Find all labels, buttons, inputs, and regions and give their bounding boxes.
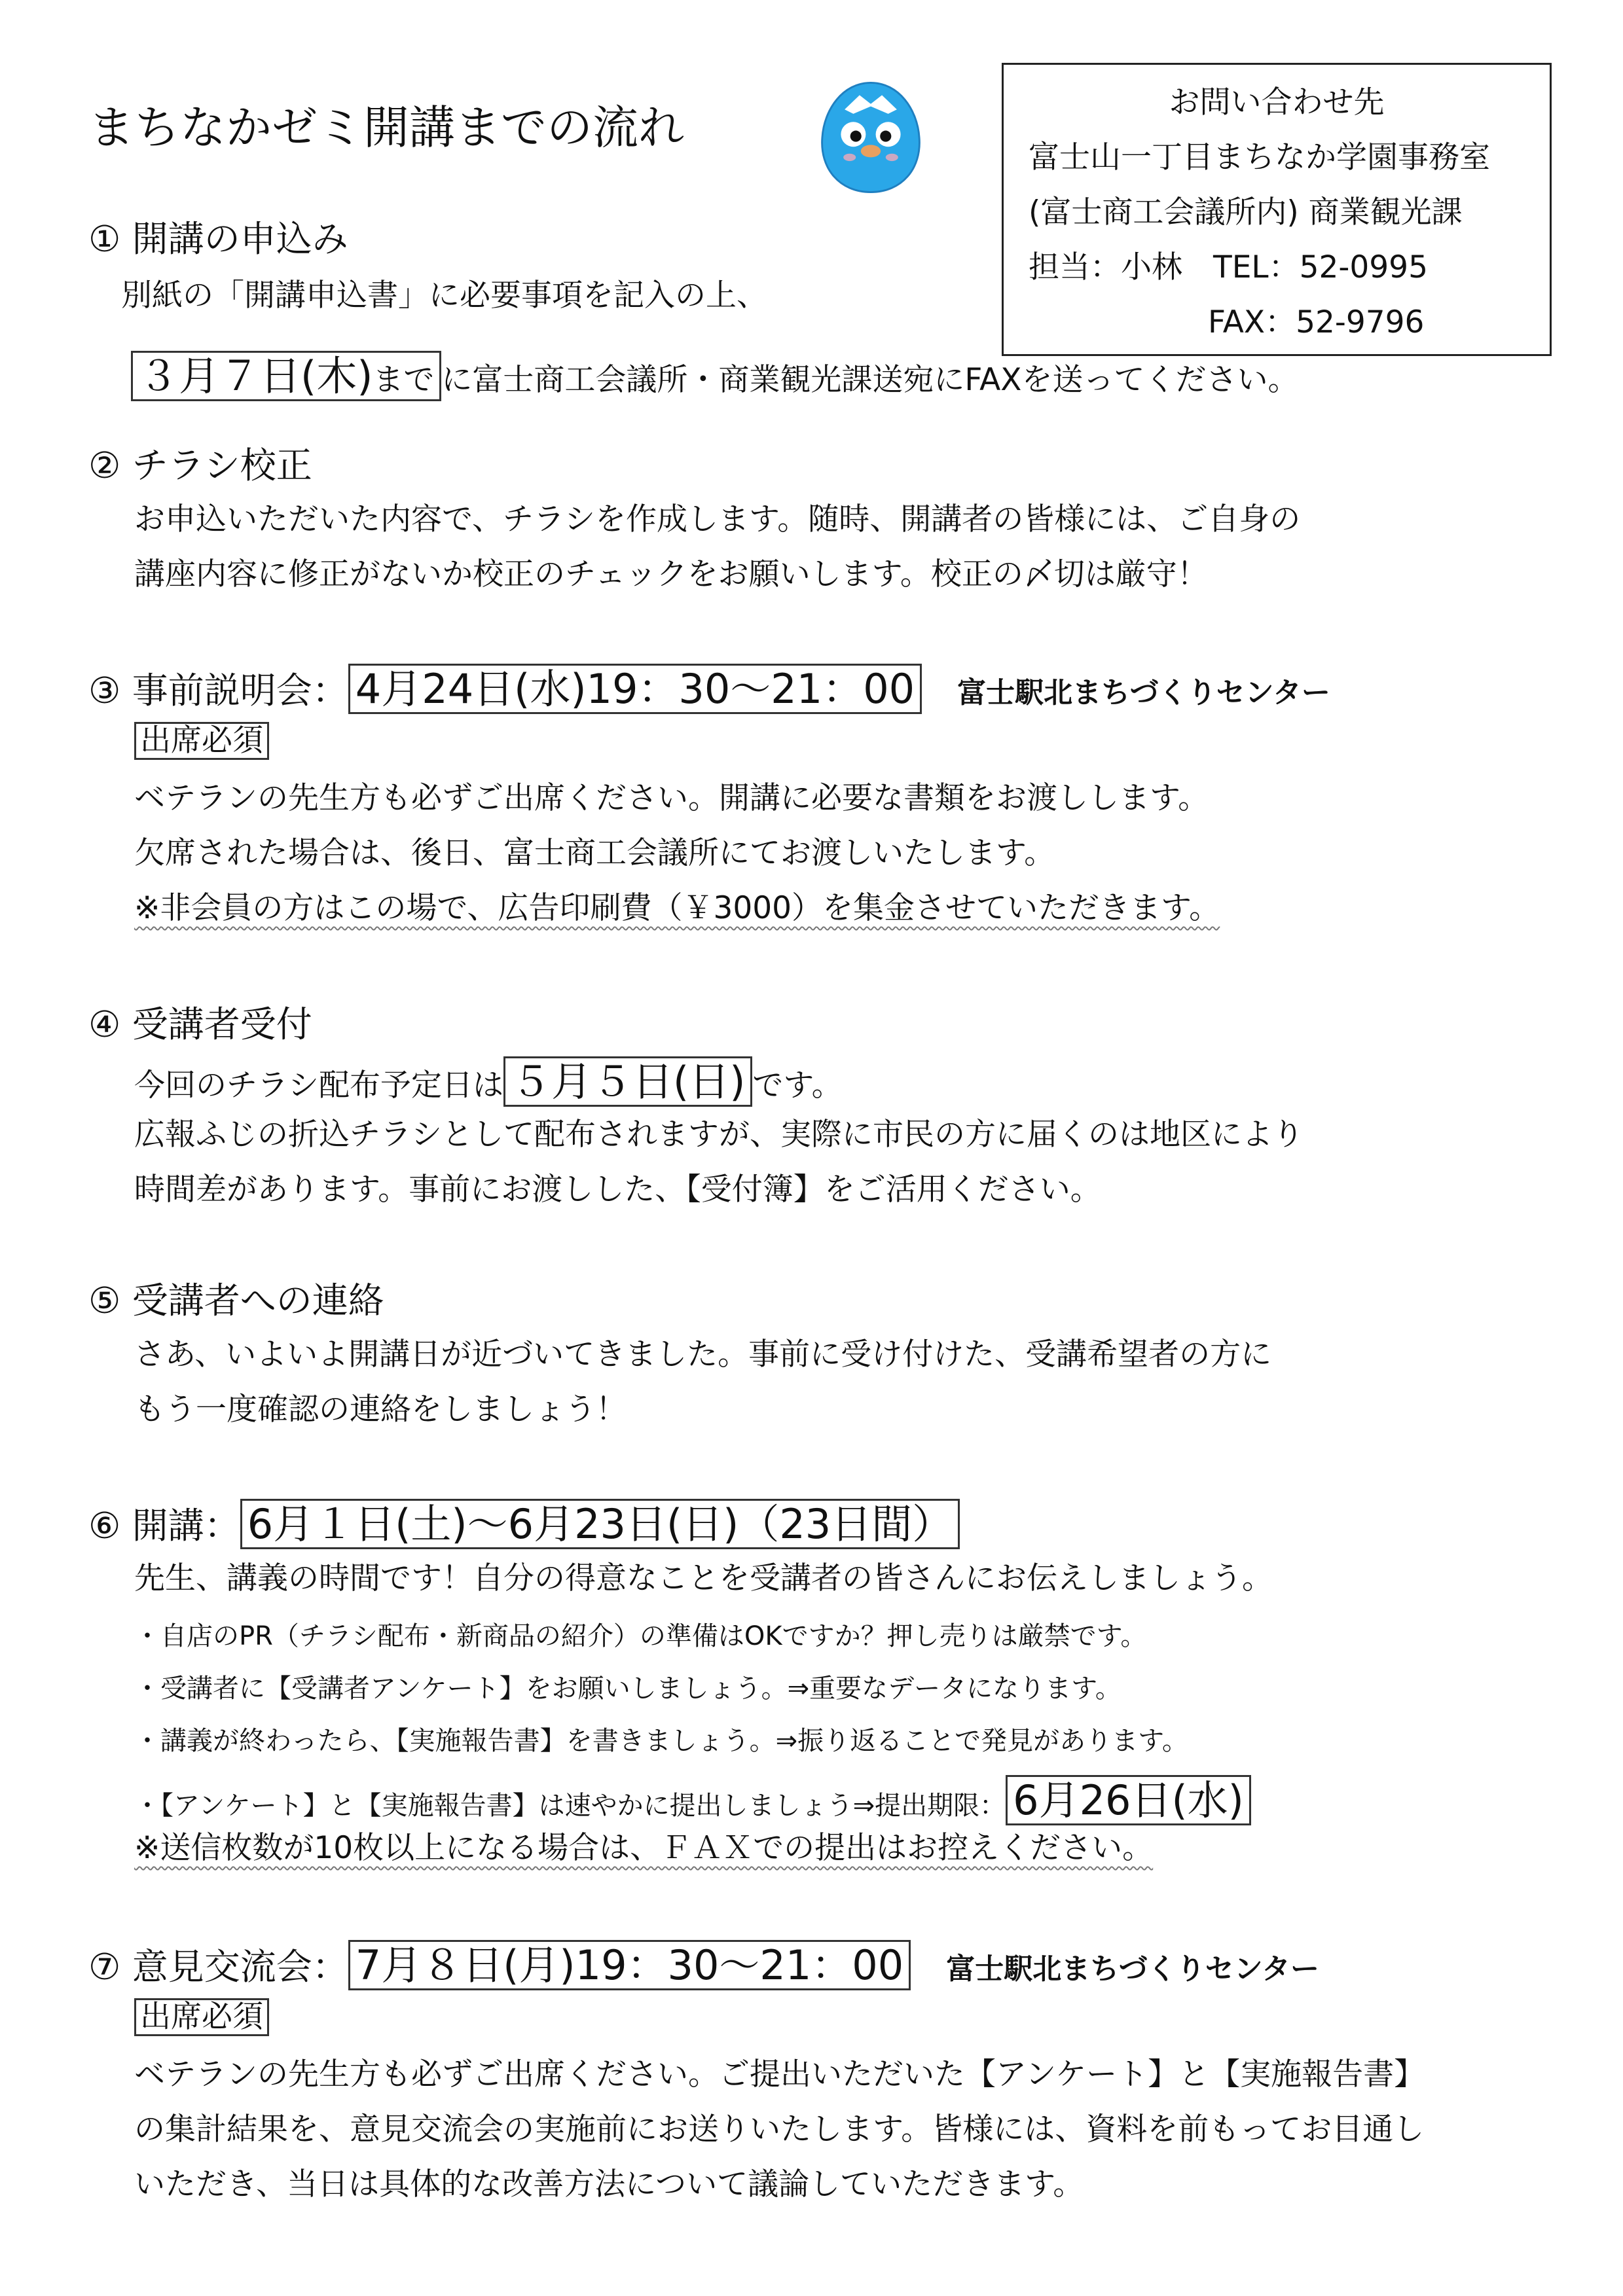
section-6-note: ※送信枚数が10枚以上になる場合は、ＦＡＸでの提出はお控えください。	[134, 1830, 1154, 1866]
contact-fax: FAX：52-9796	[1208, 304, 1425, 340]
section-3-required-badge: 出席必須	[134, 720, 269, 762]
application-deadline-date: ３月７日(木)	[138, 352, 373, 400]
section-6-bullet-4	[134, 1775, 1251, 1825]
section-2-line2: 講座内容に修正がないか校正のチェックをお願いします。校正の〆切は厳守！	[134, 556, 1208, 592]
section-5-heading: ⑤ 受講者への連絡	[88, 1280, 384, 1321]
section-7-heading: ⑦ 意見交流会：	[88, 1946, 348, 1988]
contact-person-tel: 担当：小林 TEL：52-0995	[1029, 249, 1428, 285]
section-3-line1: ベテランの先生方も必ずご出席ください。開講に必要な書類をお渡しします。	[134, 780, 1209, 816]
section-1-line2	[131, 351, 1298, 401]
application-deadline-suffix: まで	[373, 362, 435, 398]
section-3-line2: 欠席された場合は、後日、富士商工会議所にてお渡しいたします。	[134, 835, 1055, 871]
section-1-line1: 別紙の「開講申込書」に必要事項を記入の上、	[121, 278, 767, 314]
application-deadline-box	[131, 351, 441, 401]
contact-heading: お問い合わせ先	[1169, 84, 1385, 120]
section-3-note: ※非会員の方はこの場で、広告印刷費（￥3000）を集金させていただきます。	[134, 890, 1220, 926]
section-5-line2: もう一度確認の連絡をしましょう！	[134, 1391, 627, 1427]
section-6-bullet-3: ・講義が終わったら、【実施報告書】を書きましょう。⇒振り返ることで発見があります。	[134, 1726, 1188, 1756]
section-4-line1-post: です。	[752, 1067, 843, 1103]
section-4-line3: 時間差があります。事前にお渡しした、【受付簿】をご活用ください。	[134, 1172, 1101, 1208]
section-2-line1: お申込いただいた内容で、チラシを作成します。随時、開講者の皆様には、ご自身の	[134, 501, 1301, 537]
section-4-heading: ④ 受講者受付	[88, 1003, 312, 1045]
section-6-bullet-2: ・受講者に【受講者アンケート】をお願いしましょう。⇒重要なデータになります。	[134, 1674, 1122, 1704]
report-deadline-date: 6月26日(水)	[1006, 1775, 1251, 1825]
section-5-line1: さあ、いよいよ開講日が近づいてきました。事前に受け付けた、受講希望者の方に	[134, 1336, 1272, 1372]
contact-box	[1002, 63, 1552, 356]
section-7-heading-row	[88, 1940, 1319, 1994]
contact-org: 富士山一丁目まちなか学園事務室	[1029, 139, 1490, 175]
page-title: まちなかゼミ開講までの流れ	[88, 101, 684, 154]
section-1-line2-rest: に富士商工会議所・商業観光課送宛にFAXを送ってください。	[441, 362, 1299, 398]
flyer-distribution-date: ５月５日(日)	[503, 1056, 752, 1107]
exchange-meeting-datetime: 7月８日(月)19：30〜21：00	[348, 1940, 911, 1990]
section-7-line2: の集計結果を、意見交流会の実施前にお送りいたします。皆様には、資料を前もってお目通し	[134, 2111, 1425, 2147]
briefing-datetime: 4月24日(水)19：30〜21：00	[348, 664, 922, 714]
section-6-bullet-1: ・自店のPR（チラシ配布・新商品の紹介）の準備はOKですか？押し売りは厳禁です。	[134, 1621, 1147, 1651]
section-6-bullet-4-text: ・【アンケート】と【実施報告書】は速やかに提出しましょう⇒提出期限：	[134, 1791, 1006, 1821]
contact-dept: (富士商工会議所内) 商業観光課	[1029, 194, 1463, 230]
course-period: 6月１日(土)〜6月23日(日)（23日間）	[240, 1499, 960, 1549]
section-6-heading: ⑥ 開講：	[88, 1505, 240, 1547]
section-6-heading-row	[88, 1499, 960, 1550]
briefing-location: 富士駅北まちづくりセンター	[957, 675, 1330, 709]
section-7-required-badge: 出席必須	[134, 1996, 269, 2038]
section-3-heading-row	[88, 664, 1330, 717]
section-1-heading: ① 開講の申込み	[88, 218, 348, 260]
section-3-heading: ③ 事前説明会：	[88, 670, 348, 711]
section-4-line1-pre: 今回のチラシ配布予定日は	[134, 1067, 503, 1103]
section-7-line1: ベテランの先生方も必ずご出席ください。ご提出いただいた【アンケート】と【実施報告書】	[134, 2056, 1425, 2092]
mascot-illustration	[809, 75, 933, 200]
exchange-meeting-location: 富士駅北まちづくりセンター	[946, 1952, 1320, 1986]
section-7-line3: いただき、当日は具体的な改善方法について議論していただきます。	[134, 2166, 1084, 2202]
section-2-heading: ② チラシ校正	[88, 444, 312, 486]
section-4-line2: 広報ふじの折込チラシとして配布されますが、実際に市民の方に届くのは地区により	[134, 1117, 1304, 1153]
section-6-line1: 先生、講義の時間です！自分の得意なことを受講者の皆さんにお伝えしましょう。	[134, 1560, 1273, 1596]
section-4-line1	[134, 1056, 843, 1107]
